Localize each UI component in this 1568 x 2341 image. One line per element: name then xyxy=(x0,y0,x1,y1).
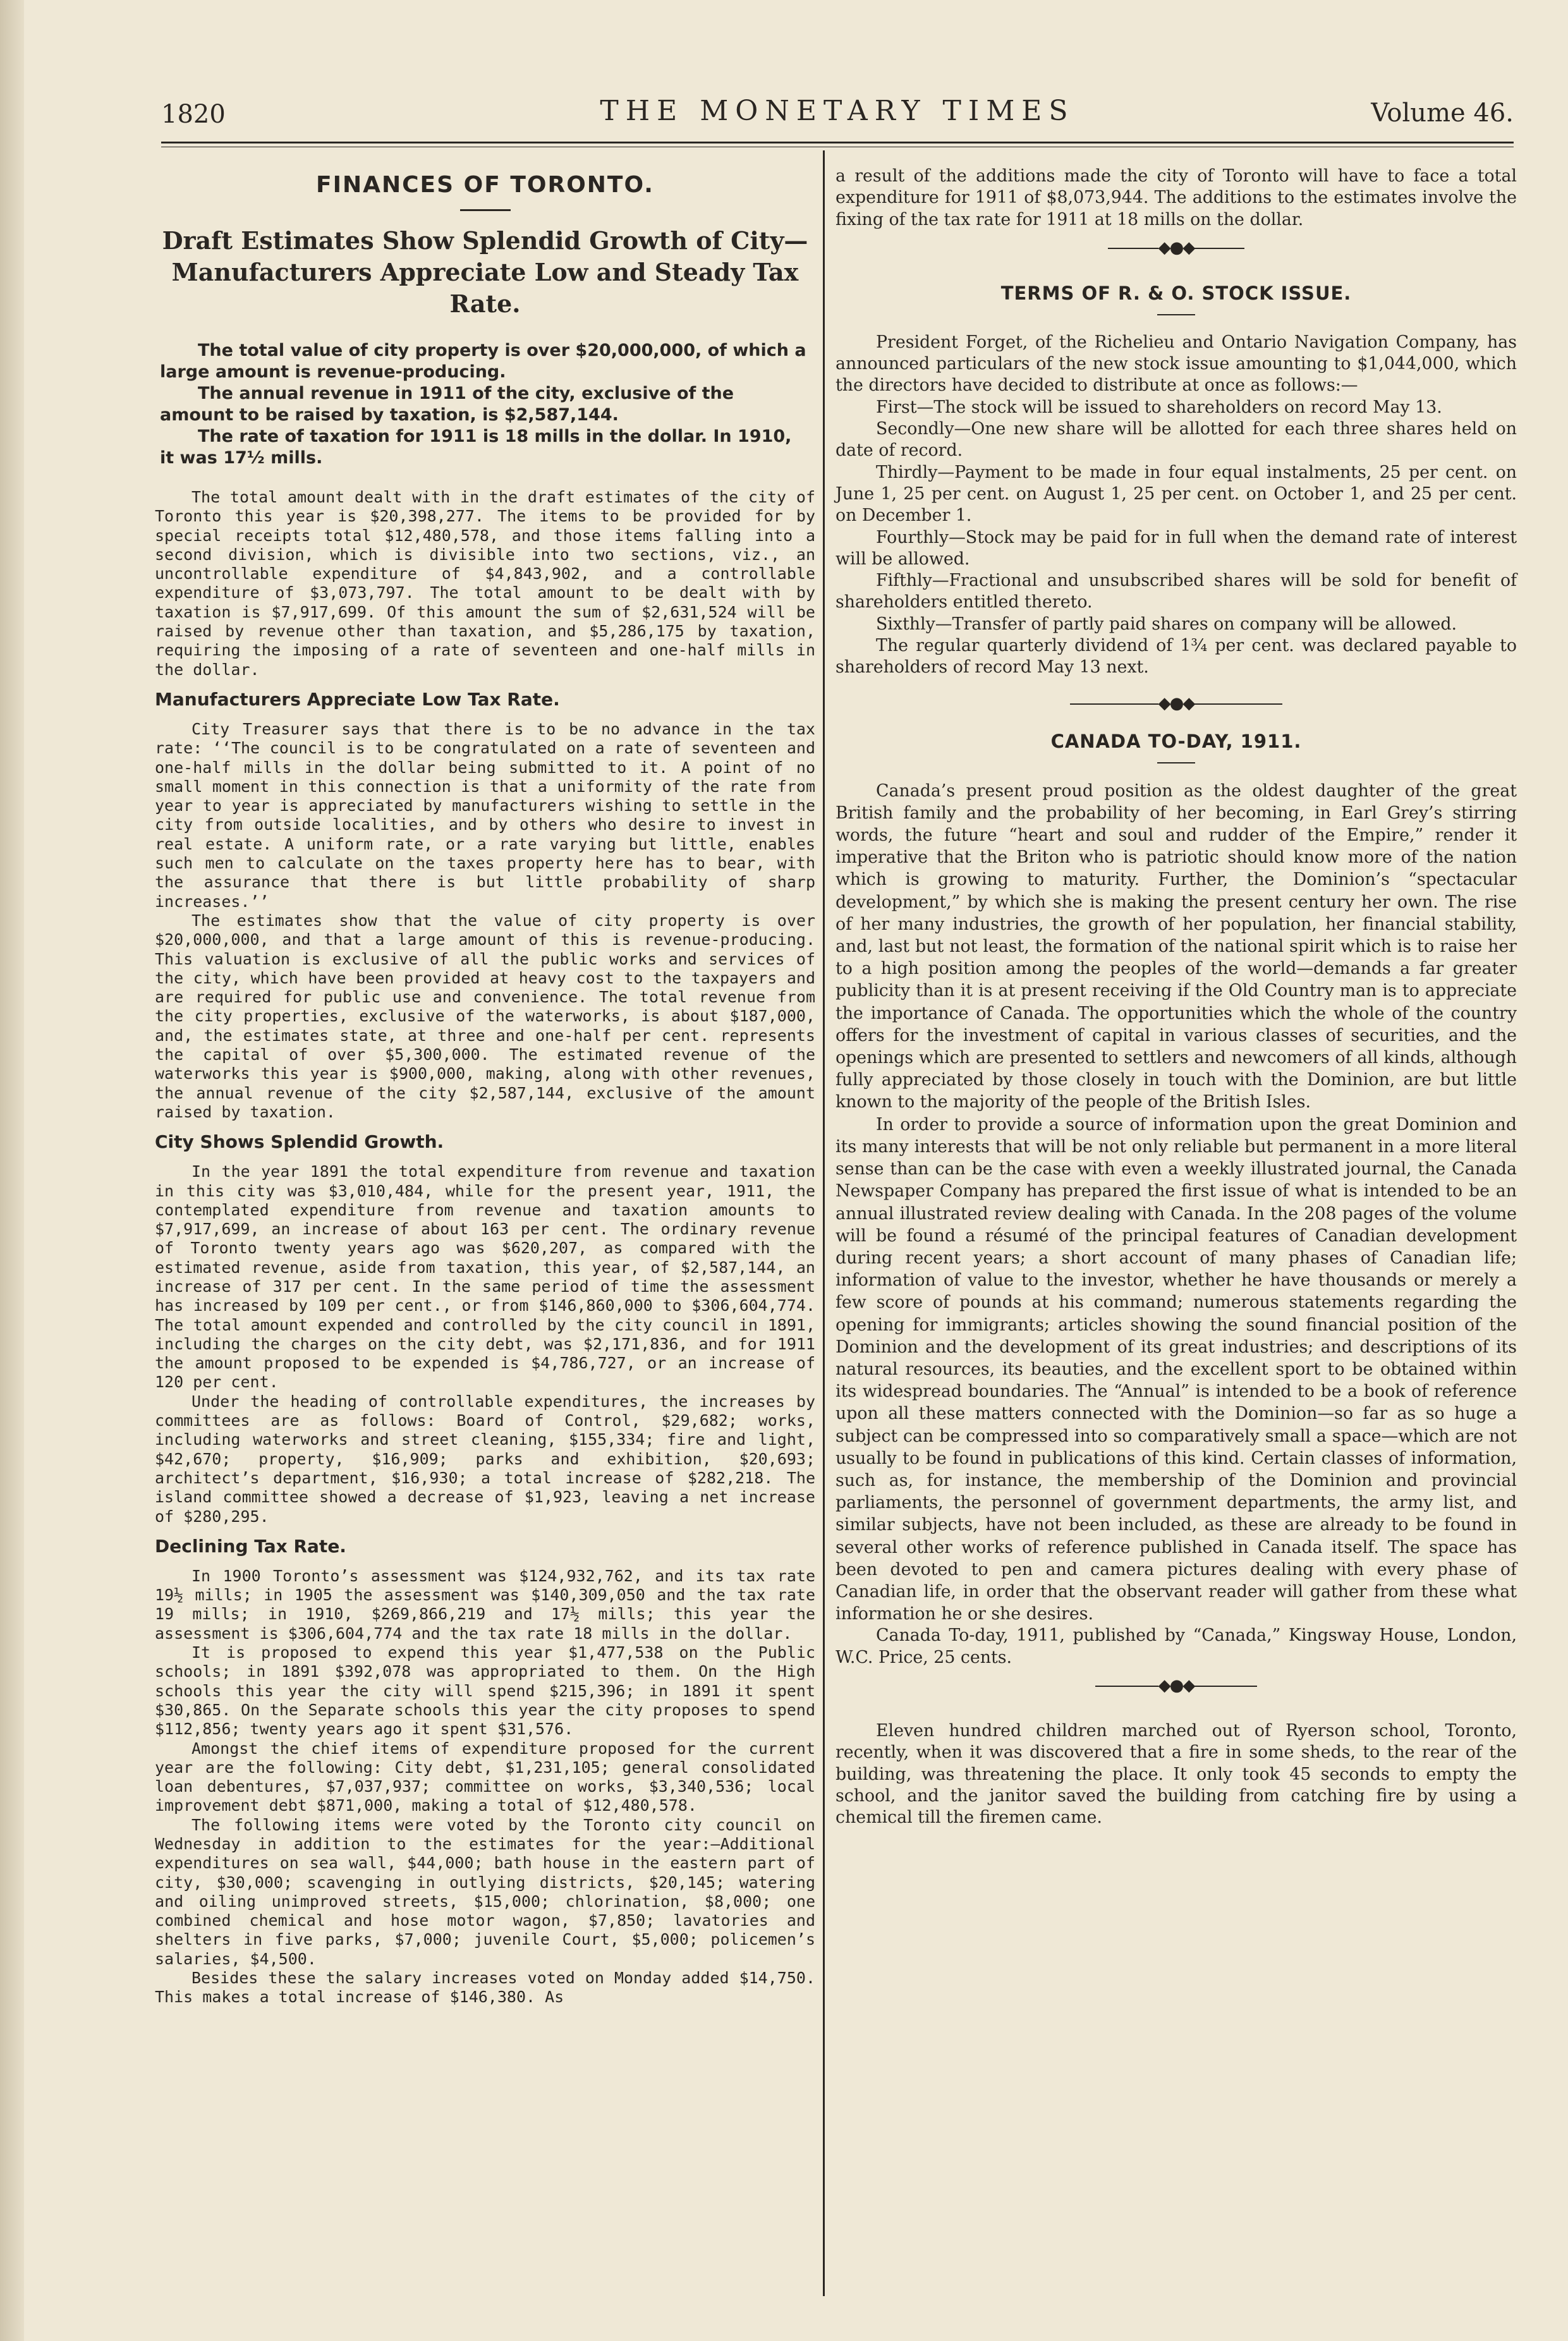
section-heading: Manufacturers Appreciate Low Tax Rate. xyxy=(155,688,560,710)
paragraph: It is proposed to expend this year $1,477,538 on the Public schools; in 1891 $392,078 was appropriated to them. On the High schools this year the city will spend $215,396; in 1891 it spent $30,865. On the Separate schools this year the city proposes to spend $112,856; twenty years ago it spent $31,576. xyxy=(155,1643,815,1739)
page-header xyxy=(161,95,1514,139)
article-title: TERMS OF R. & O. STOCK ISSUE. xyxy=(1000,282,1352,304)
summary-line: The total value of city property is over $20,000,000, of which a large amount is revenue-producing. xyxy=(160,341,806,382)
section-heading: City Shows Splendid Growth. xyxy=(155,1131,444,1153)
summary-line: The rate of taxation for 1911 is 18 mills in the dollar. In 1910, it was 17½ mills. xyxy=(160,427,792,468)
ornament-divider: ◆●◆ xyxy=(836,1676,1517,1695)
masthead: THE MONETARY TIMES xyxy=(600,95,1075,127)
paragraph: Canada’s present proud position as the oldest daughter of the great British family and the probability of her becoming, in Earl Grey’s stirring words, the future “heart and soul and rudder of the Empire,” render it imperative that the Briton who is patriotic should know more of the nation which is growing to maturity. Further, the Dominion’s “spectacular development,” by which she is making the present century her own. The rise of her many industries, the growth of her population, her financial stability, and, last but not least, the formation of the national spirit which is to raise her to a high position among the peoples of the world—demands a far greater publicity than it is at present receiving if the Old Country man is to appreciate the importance of Canada. The opportunities which the whole of the country offers for the investment of capital in various classes of securities, and the openings which are presented to settlers and newcomers of all kinds, although fully appreciated by those closely in touch with the Dominion, are but little known to the majority of the people of the British Isles. xyxy=(836,781,1517,1112)
paragraph: Sixthly—Transfer of partly paid shares on company will be allowed. xyxy=(876,614,1457,634)
article-title: FINANCES OF TORONTO. xyxy=(316,172,654,198)
ornament-divider: ◆●◆ xyxy=(836,238,1517,257)
paragraph: The estimates show that the value of city property is over $20,000,000, and that a large amount of this is revenue-producing. This valuation is exclusive of all the public works and services of the city, which have been provided at heavy cost to the taxpayers and are required for public use and convenience. The total revenue from the city properties, exclusive of the waterworks, is about $187,000, and, the estimates state, at three and one-half per cent. represents the capital of over $5,300,000. The estimated revenue of the waterworks this year is $900,000, making, along with other revenues, the annual revenue of the city $2,587,144, exclusive of the amount raised by taxation. xyxy=(155,911,815,1121)
paragraph: Eleven hundred children marched out of Ryerson school, Toronto, recently, when it was discovered that a fire in some sheds, to the rear of the building, was threatening the place. It only took 45 seconds to empty the school, and the janitor saved the building from catching fire by using a chemical till the firemen came. xyxy=(836,1720,1517,1828)
paragraph: The following items were voted by the Toronto city council on Wednesday in addition to the estimates for the year:—Additional expenditures on sea wall, $44,000; bath house in the eastern part of city, $30,000; scavenging in outlying districts, $20,145; watering and oiling unimproved streets, $15,000; chlorination, $8,000; one combined chemical and hose motor wagon, $7,850; lavatories and shelters in five parks, $7,000; juvenile Court, $5,000; policemen’s salaries, $4,500. xyxy=(155,1815,815,1968)
title-rule xyxy=(1157,314,1195,315)
title-rule xyxy=(460,209,511,211)
paragraph: In order to provide a source of information upon the great Dominion and its many interests that will be not only reliable but permanent in a more literal sense than can be the case with even a weekly illustrated journal, the Canada Newspaper Company has prepared the first issue of what is intended to be an annual illustrated review dealing with Canada. In the 208 pages of the volume will be found a résumé of the principal features of Canadian development during recent years; a short account of many phases of Canadian life; information of value to the investor, whether he have thousands or merely a few score of pounds at his command; numerous statements regarding the opening for immigrants; articles showing the sound financial position of the Dominion and the development of its great industries; and descriptions of its natural resources, its beauties, and the excellent sport to be obtained within its widespread boundaries. The “Annual” is intended to be a book of reference upon all these matters connected with the Dominion—so far as so huge a subject can be compressed into so comparatively small a space—which are not usually to be found in publications of this kind. Certain classes of information, such as, for instance, the membership of the Dominion and provincial parliaments, the personnel of government departments, the army list, and similar subjects, have not been included, as these are already to be found in several other works of reference published in Canada itself. The space has been devoted to pen and camera pictures dealing with every phase of Canadian life, in order that the observant reader will gather from these what information he or she desires. xyxy=(836,1114,1517,1624)
title-rule xyxy=(1157,762,1195,763)
right-column xyxy=(836,166,1517,1828)
paragraph: Amongst the chief items of expenditure proposed for the current year are the following: City debt, $1,231,105; general consolidated loan debentures, $7,037,937; committee on works, $3,340,536; local improvement debt $871,000, making a total of $12,480,578. xyxy=(155,1739,815,1815)
summary-line: The annual revenue in 1911 of the city, exclusive of the amount to be raised by taxation, is $2,587,144. xyxy=(160,384,734,425)
paragraph: Under the heading of controllable expenditures, the increases by committees are as follows: Board of Control, $29,682; works, including waterworks and street cleaning, $155,334; fire and light, $42,670; property, $16,909; parks and exhibition, $20,693; architect’s department, $16,930; a total increase of $282,218. The island committee showed a decrease of $1,923, leaving a net increase of $280,295. xyxy=(155,1392,815,1526)
article-subtitle: Draft Estimates Show Splendid Growth of City—Manufacturers Appreciate Low and Steady Tax Rate. xyxy=(162,226,808,318)
article-title: CANADA TO-DAY, 1911. xyxy=(1050,730,1302,752)
paragraph: Thirdly—Payment to be made in four equal instalments, 25 per cent. on June 1, 25 per cent. on August 1, 25 per cent. on October 1, and 25 per cent. on December 1. xyxy=(836,462,1517,526)
paragraph: Besides these the salary increases voted on Monday added $14,750. This makes a total increase of $146,380. As xyxy=(155,1969,815,2007)
article-body xyxy=(155,488,815,2007)
paragraph: a result of the additions made the city of Toronto will have to face a total expenditure for 1911 of $8,073,944. The additions to the estimates involve the fixing of the tax rate for 1911 at 18 mills on the dollar. xyxy=(836,166,1517,229)
section-heading: Declining Tax Rate. xyxy=(155,1535,346,1557)
paragraph: President Forget, of the Richelieu and Ontario Navigation Company, has announced particulars of the new stock issue amounting to $1,044,000, which the directors have decided to distribute at once as follows:— xyxy=(836,332,1517,396)
left-column xyxy=(155,166,815,2007)
column-divider xyxy=(823,150,825,2296)
paragraph: Canada To-day, 1911, published by “Canada,” Kingsway House, London, W.C. Price, 25 cents. xyxy=(836,1626,1517,1667)
paragraph: First—The stock will be issued to shareholders on record May 13. xyxy=(876,397,1442,417)
paragraph: The regular quarterly dividend of 1¾ per cent. was declared payable to shareholders of record May 13 next. xyxy=(836,636,1517,678)
header-rule-top xyxy=(161,142,1514,143)
paragraph: In 1900 Toronto’s assessment was $124,932,762, and its tax rate 19½ mills; in 1905 the assessment was $140,309,050 and the tax rate 19 mills; in 1910, $269,866,219 and 17½ mills; this year the assessment is $306,604,774 and the tax rate 18 mills in the dollar. xyxy=(155,1566,815,1643)
paragraph: Fourthly—Stock may be paid for in full when the demand rate of interest will be allowed. xyxy=(836,527,1517,569)
page-binding-edge xyxy=(0,0,24,2341)
paragraph: The total amount dealt with in the draft estimates of the city of Toronto this year is $20,398,277. The items to be provided for by special receipts total $12,480,578, and those items falling into a second division, which is divisible into two sections, viz., an uncontrollable expenditure of $4,843,902, and a controllable expenditure of $3,073,797. The total amount to be dealt with by taxation is $7,917,699. Of this amount the sum of $2,631,524 will be raised by revenue other than taxation, and $5,286,175 by taxation, requiring the imposing of a rate of seventeen and one-half mills in the dollar. xyxy=(155,488,815,679)
paragraph: City Treasurer says that there is to be no advance in the tax rate: ‘‘The council is to be congratulated on a rate of seventeen and one-half mills in the dollar being submitted to it. A point of no small moment in this connection is that a uniformity of the rate from year to year is appreciated by manufacturers wishing to settle in the city from outside localities, and by others who desire to invest in real estate. A uniform rate, or a rate varying but little, enables such men to calculate on the taxes property here has to bear, with the assurance that there is but little probability of sharp increases.’’ xyxy=(155,719,815,911)
page-number: 1820 xyxy=(161,100,226,129)
paragraph: Secondly—One new share will be allotted for each three shares held on date of record. xyxy=(836,419,1517,461)
volume-label: Volume 46. xyxy=(1371,99,1514,128)
article-summary xyxy=(155,340,815,469)
paragraph: Fifthly—Fractional and unsubscribed shares will be sold for benefit of shareholders entitled thereto. xyxy=(836,571,1517,612)
paragraph: In the year 1891 the total expenditure from revenue and taxation in this city was $3,010,484, while for the present year, 1911, the contemplated expenditure from revenue and taxation amounts to $7,917,699, an increase of about 163 per cent. The ordinary revenue of Toronto twenty years ago was $620,207, as compared with the estimated revenue, aside from taxation, this year, of $2,587,144, an increase of 317 per cent. In the same period of time the assessment has increased by 109 per cent., or from $146,860,000 to $306,604,774. The total amount expended and controlled by the city council in 1891, including the charges on the city debt, was $2,171,836, and for 1911 the amount proposed to be expended is $4,786,727, or an increase of 120 per cent. xyxy=(155,1162,815,1392)
ornament-divider: ◆●◆ xyxy=(836,694,1517,713)
